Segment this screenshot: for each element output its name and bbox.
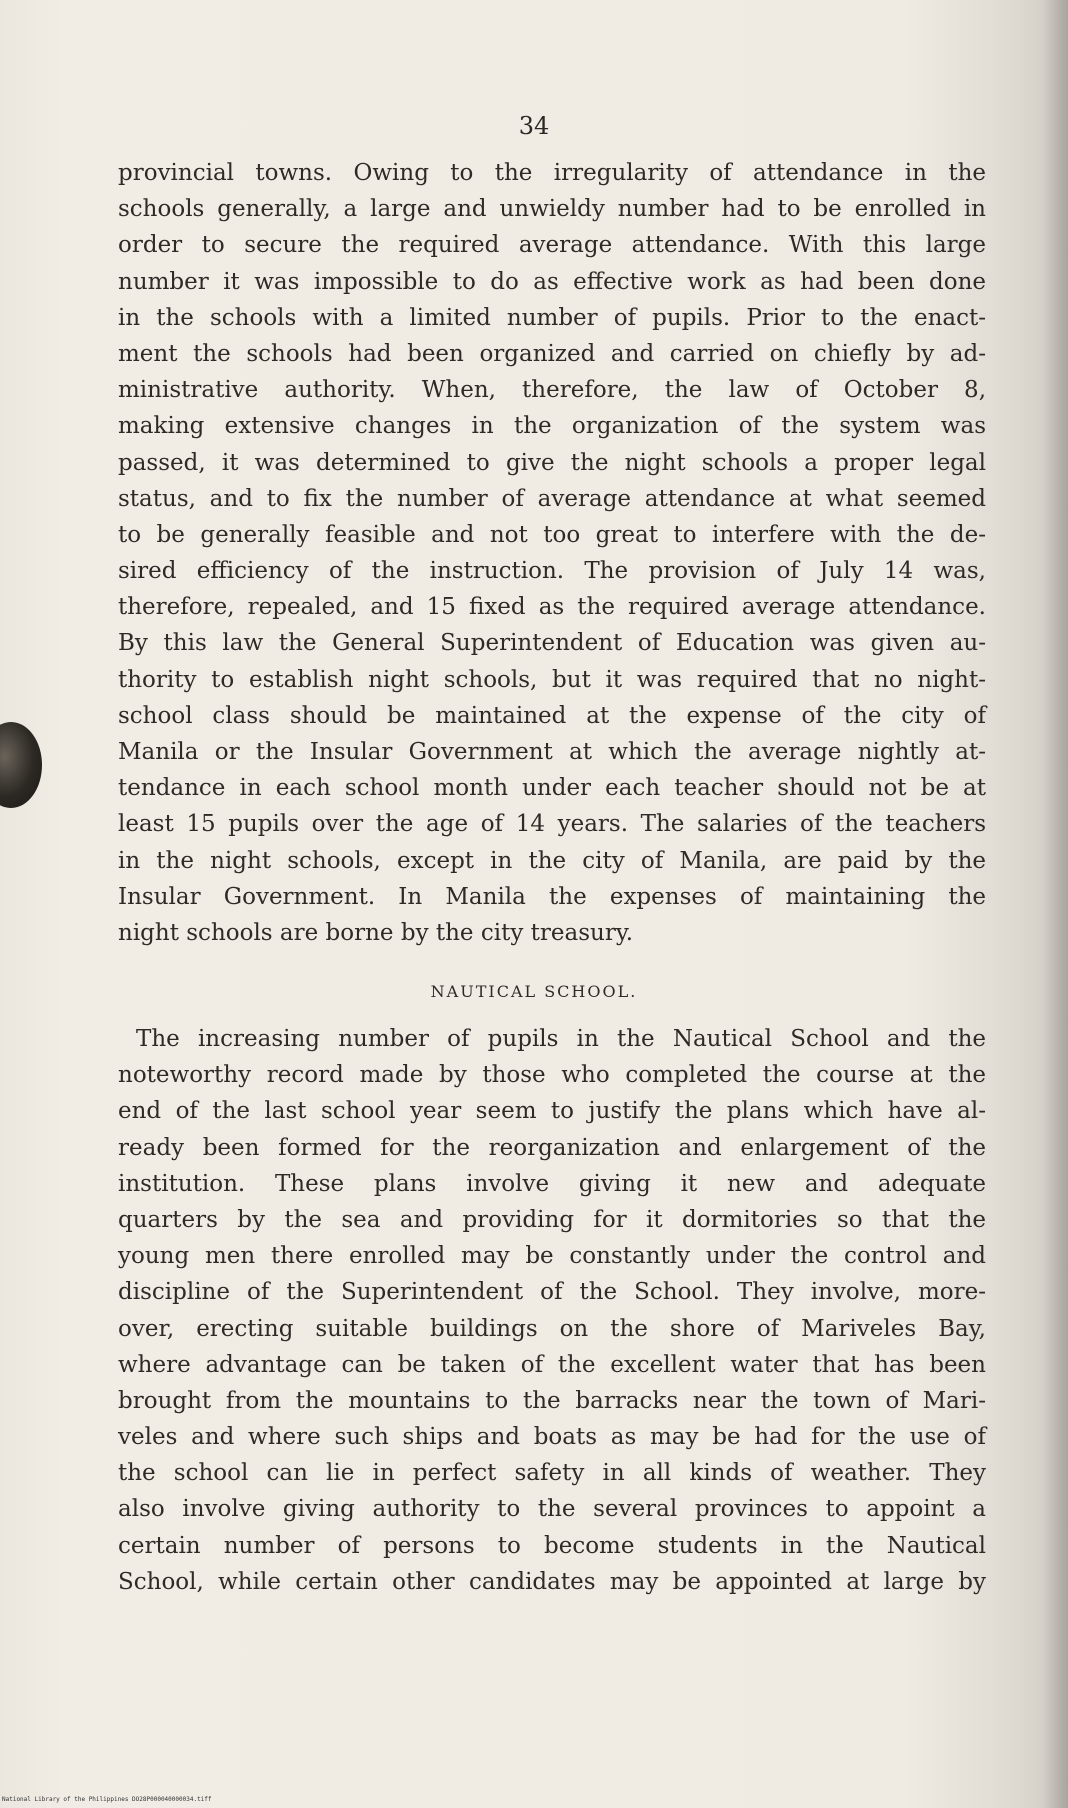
- text-line: thority to establish night schools, but it was required that no night-: [118, 666, 986, 693]
- binder-clip-mark: [0, 722, 42, 808]
- page-number: 34: [518, 112, 550, 140]
- section-heading: NAUTICAL SCHOOL.: [430, 982, 638, 1001]
- text-line: School, while certain other candidates may be appointed at large by: [118, 1568, 986, 1595]
- text-line: the school can lie in perfect safety in all kinds of weather. They: [118, 1460, 986, 1487]
- text-line: school class should be maintained at the expense of the city of: [118, 702, 986, 729]
- text-line: sired efficiency of the instruction. The provision of July 14 was,: [118, 558, 986, 585]
- text-line: ministrative authority. When, therefore, the law of October 8,: [118, 377, 986, 404]
- text-line: provincial towns. Owing to the irregularity of attendance in the: [118, 160, 986, 186]
- text-line: over, erecting suitable buildings on the shore of Mariveles Bay,: [118, 1315, 986, 1342]
- text-line: number it was impossible to do as effective work as had been done: [118, 268, 986, 295]
- text-line: passed, it was determined to give the night schools a proper legal: [118, 449, 986, 476]
- text-line: quarters by the sea and providing for it dormitories so that the: [118, 1206, 986, 1233]
- text-line: noteworthy record made by those who completed the course at the: [118, 1062, 986, 1089]
- text-line: tendance in each school month under each teacher should not be at: [118, 775, 986, 802]
- text-line: to be generally feasible and not too great to interfere with the de-: [118, 521, 986, 548]
- text-line: where advantage can be taken of the excellent water that has been: [118, 1351, 986, 1378]
- text-line: night schools are borne by the city treasury.: [118, 919, 634, 946]
- text-line: brought from the mountains to the barracks near the town of Mari-: [118, 1387, 986, 1414]
- text-line: making extensive changes in the organization of the system was: [118, 413, 986, 440]
- text-line: Insular Government. In Manila the expenses of maintaining the: [118, 883, 986, 910]
- text-line: The increasing number of pupils in the Nautical School and the: [136, 1026, 986, 1052]
- text-line: end of the last school year seem to justify the plans which have al-: [118, 1098, 986, 1125]
- text-line: schools generally, a large and unwieldy number had to be enrolled in: [118, 196, 986, 223]
- text-line: therefore, repealed, and 15 fixed as the required average attendance.: [118, 594, 986, 621]
- text-line: certain number of persons to become students in the Nautical: [118, 1532, 986, 1559]
- text-line: Manila or the Insular Government at which the average nightly at-: [118, 739, 986, 765]
- text-line: ready been formed for the reorganization and enlargement of the: [118, 1134, 986, 1161]
- scan-footer: National Library of the Philippines DO28P000040000034.tiff: [2, 1796, 212, 1803]
- text-line: least 15 pupils over the age of 14 years. The salaries of the teachers: [118, 811, 986, 838]
- text-line: discipline of the Superintendent of the School. They involve, more-: [118, 1279, 986, 1306]
- text-line: order to secure the required average attendance. With this large: [118, 232, 986, 259]
- text-line: in the night schools, except in the city of Manila, are paid by the: [118, 847, 986, 874]
- text-line: in the schools with a limited number of pupils. Prior to the enact-: [118, 304, 986, 331]
- paragraph-2: [118, 1021, 986, 1600]
- text-line: status, and to fix the number of average attendance at what seemed: [118, 485, 986, 512]
- text-line: institution. These plans involve giving it new and adequate: [118, 1170, 986, 1197]
- text-line: By this law the General Superintendent of Education was given au-: [118, 630, 986, 657]
- text-line: ment the schools had been organized and carried on chiefly by ad-: [118, 340, 986, 367]
- text-line: young men there enrolled may be constantly under the control and: [118, 1243, 986, 1270]
- paragraph-1: [118, 155, 986, 951]
- text-line: veles and where such ships and boats as may be had for the use of: [118, 1424, 986, 1451]
- spine-shadow: [1042, 0, 1068, 1808]
- text-line: also involve giving authority to the several provinces to appoint a: [118, 1496, 986, 1523]
